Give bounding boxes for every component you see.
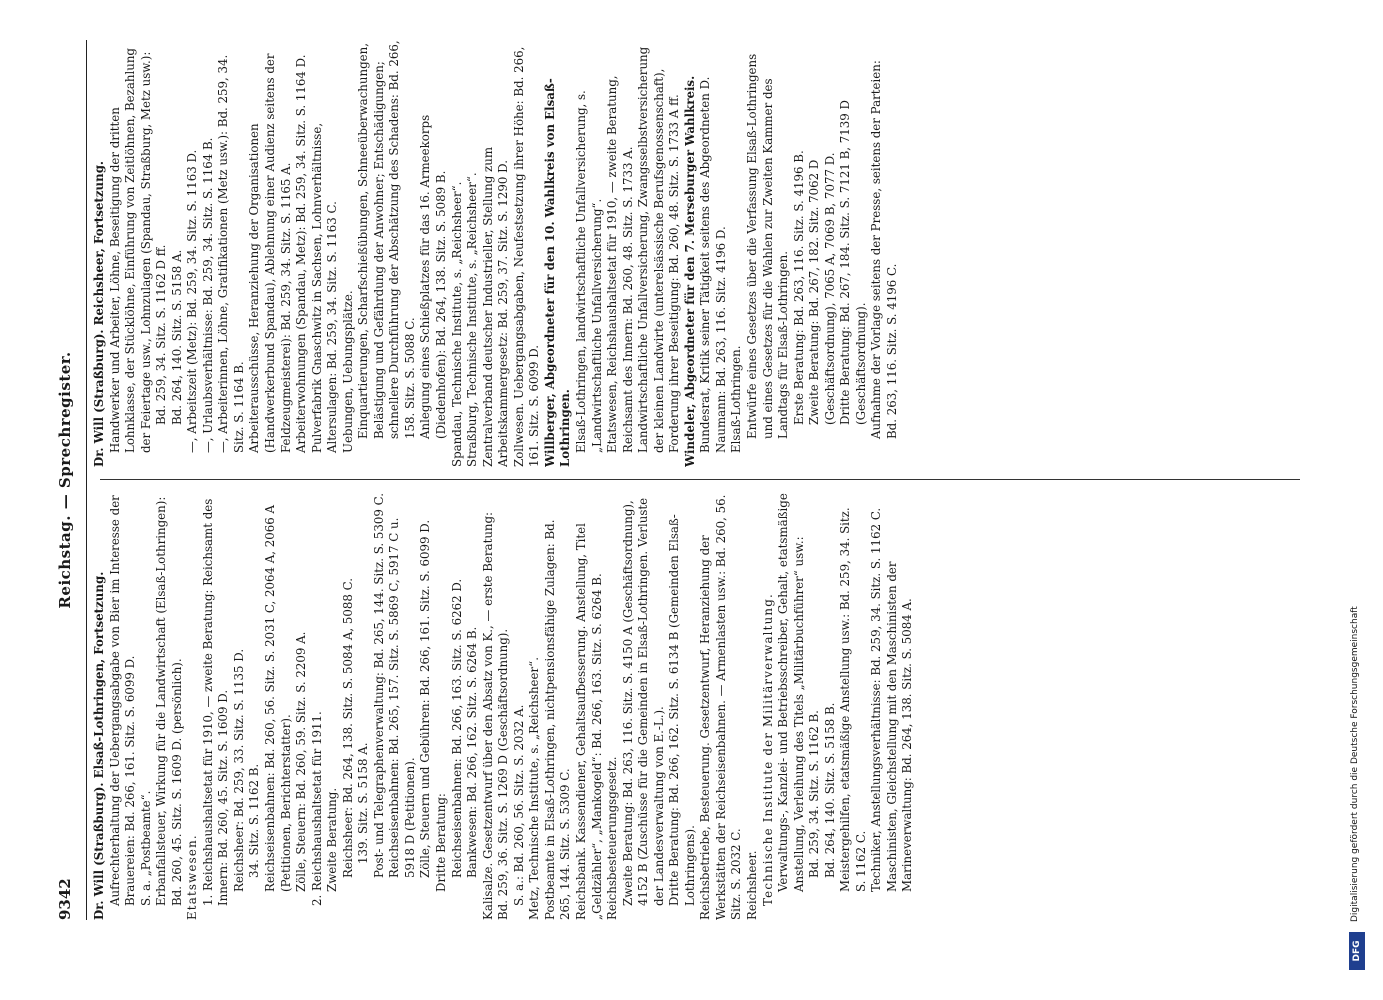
register-entry: Aufnahme der Vorlage seitens der Presse, seitens der Parteien: Bd. 263, 116. Sitz. S. 4196 C.: [869, 60, 899, 439]
register-entry: Techniker, Anstellungsverhältnisse: Bd. 259, 34. Sitz. S. 1162 C.: [869, 507, 884, 892]
register-entry: Spandau, Technische Institute, s. „Reichsheer“.: [449, 181, 464, 467]
page-header: [52, 40, 82, 920]
register-entry: Zollwesen. Uebergangsabgaben, Neufestsetzung ihrer Höhe: Bd. 266, 161. Sitz. S. 6099 D.: [511, 46, 542, 467]
register-entry: Reichsbank. Kassendiener, Gehaltsaufbesserung. Anstellung, Titel „Geldzähler“, „Mankogeld“: Bd. 266, 163. Sitz. S. 6264 B.: [573, 523, 604, 920]
register-entry: Straßburg, Technische Institute, s. „Reichsheer“.: [465, 172, 480, 467]
register-entry: S. a.: Bd. 260, 56. Sitz. S. 2032 A.: [511, 704, 526, 906]
register-entry: S. a. „Postbeamte“.: [138, 790, 153, 906]
register-entry: Elsaß-Lothringen, landwirtschaftliche Unfallversicherung, s. „Landwirtschaftliche Unfallversicherung“.: [573, 90, 604, 453]
register-entry: Reichseisenbahnen: Bd. 266, 163. Sitz. S. 6262 D.: [449, 578, 464, 878]
register-entry: 1. Reichshaushaltsetat für 1910, — zweite Beratung: Reichsamt des Innern: Bd. 260, 45. Sitz. S. 1609 D.: [200, 498, 231, 906]
register-entry: —, Urlaubsverhältnisse: Bd. 259, 34. Sitz. S. 1164 B.: [200, 137, 215, 453]
register-entry: Etatswesen.: [185, 834, 200, 920]
register-entry: Dr. Will (Straßburg). Elsaß-Lothringen, Fortsetzung.: [92, 571, 106, 920]
register-entry: Entwürfe eines Gesetzes über die Verfassung Elsaß-Lothringens und eines Gesetzes für die Wahlen zur Zweiten Kammer des Landtags für Elsaß-Lothringen.: [744, 53, 791, 439]
register-entry: Dr. Will (Straßburg). Reichsheer, Fortsetzung.: [92, 160, 106, 467]
running-title: Reichstag. — Sprechregister.: [56, 351, 74, 609]
register-entry: Bundesrat, Kritik seiner Tätigkeit seitens des Abgeordneten D. Naumann: Bd. 263, 116. Sitz. 4196 D.: [698, 76, 728, 453]
register-entry: Erste Beratung: Bd. 263, 116. Sitz. S. 4196 B.: [791, 150, 806, 425]
register-entry: 34. Sitz. S. 1162 B.: [247, 763, 262, 878]
register-entry: Reichsheer.: [744, 850, 759, 920]
register-entry: Erbanfallsteuer, Wirkung für die Landwirtschaft (Elsaß-Lothringen): Bd. 260, 45. Sitz. S. 1609 D. (persönlich).: [154, 496, 184, 906]
register-entry: Postbeamte in Elsaß-Lothringen, nichtpensionsfähige Zulagen: Bd. 265, 144. Sitz. S. 5309 C.: [542, 519, 573, 920]
register-entry: Meistergehilfen, etatsmäßige Anstellung usw.: Bd. 259, 34. Sitz. S. 1162 C.: [838, 507, 868, 892]
register-entry: Technische Institute der Militärverwaltung.: [760, 593, 775, 906]
register-entry: Kalisalze. Gesetzentwurf über den Absatz von K., — erste Beratung: Bd. 259, 36. Sitz. S. 1269 D (Geschäftsordnung).: [480, 511, 511, 920]
register-entry: —, Arbeitszeit (Metz): Bd. 259, 34. Sitz. S. 1163 D.: [185, 149, 200, 453]
register-entry: Zweite Beratung.: [325, 787, 340, 892]
register-entry: Post- und Telegraphenverwaltung: Bd. 265, 144. Sitz. S. 5309 C.: [371, 493, 386, 878]
register-entry: Dritte Beratung: Bd. 267, 184. Sitz. S. 7121 B, 7139 D (Geschäftsordnung).: [838, 99, 868, 425]
register-entry: Zölle, Steuern und Gebühren: Bd. 266, 161. Sitz. S. 6099 D.: [418, 519, 433, 878]
register-entry: Bankwesen: Bd. 266, 162. Sitz. S. 6264 B.: [465, 626, 480, 878]
register-entry: Metz, Technische Institute, s. „Reichsheer“.: [527, 657, 542, 920]
right-column: [92, 40, 1307, 467]
register-entry: Einquartierungen, Scharfschießübungen, Schneeüberwachungen, Belästigung und Gefährdung der Anwohner; Entschädigungen; schnellere Durchführung der Abschätzung des Schadens: Bd. 266, 158. Sitz. S. 5088 C.: [356, 40, 417, 439]
page-number: 9342: [56, 878, 74, 920]
dfg-logo: DFG: [1349, 932, 1365, 970]
register-entry: Bd. 264, 140. Sitz. S. 5158 A.: [169, 249, 184, 425]
register-entry: Zentralverband deutscher Industrieller, Stellung zum Arbeitskammergesetz: Bd. 259, 37. Sitz. S. 1290 D.: [480, 146, 511, 467]
register-entry: Reichsheer: Bd. 264, 138. Sitz. S. 5084 A, 5088 C.: [340, 578, 355, 878]
column-divider: [100, 479, 1300, 480]
register-entry: Aufrechterhaltung der Uebergangsabgabe von Bier im Interesse der Brauereien: Bd. 266, 161. Sitz. S. 6099 D.: [107, 495, 138, 906]
register-entry: Anlegung eines Schießplatzes für das 16. Armeekorps (Diedenhofen): Bd. 264, 138. Sitz. S. 5089 B.: [418, 114, 449, 439]
register-entry: Windeler, Abgeordneter für den 7. Merseburger Wahlkreis.: [682, 75, 697, 467]
register-entry: Willberger, Abgeordneter für den 10. Wahlkreis von Elsaß-Lothringen.: [542, 78, 573, 467]
register-entry: Bd. 259, 34. Sitz. S. 1162 B.: [807, 710, 822, 878]
scan-margin: [0, 0, 20, 1000]
header-rule: [86, 40, 87, 920]
left-column: [92, 493, 1307, 920]
digitization-footer: [1335, 30, 1375, 970]
register-entry: Reichseisenbahnen: Bd. 260, 56. Sitz. S. 2031 C, 2064 A, 2066 A (Petitionen, Berichterstatter).: [263, 504, 293, 892]
register-entry: Pulverfabrik Gnaschwitz in Sachsen, Lohnverhältnisse, Altersulagen: Bd. 259, 34. Sitz. S. 1163 C.: [309, 122, 340, 453]
register-entry: Reichsbesteuerungsgesetz.: [605, 756, 620, 920]
register-entry: Landwirtschaftliche Unfallversicherung, Zwangsselbstversicherung der kleinen Landwirte (unterelsässische Berufsgenossenschaft), Forderung ihrer Beseitigung: Bd. 260, 48. Sitz. S. 1733 A ff.: [636, 46, 682, 453]
register-entry: Zweite Beratung: Bd. 267, 182. Sitz. 7062 D (Geschäftsordnung), 7065 A, 7069 B, 7077 D.: [807, 152, 837, 425]
register-entry: Handwerker und Arbeiter, Löhne, Beseitigung der dritten Lohnklasse, der Stücklöhne, Einführung von Zeitlöhnen, Bezahlung der Feiertage usw., Lohnzulagen (Spandau, Straßburg, Metz usw.):: [107, 48, 153, 453]
digitization-credit: Digitalisierung gefördert durch die Deutsche Forschungsgemeinschaft: [1350, 606, 1360, 922]
register-entry: 2. Reichshaushaltsetat für 1911.: [309, 711, 324, 906]
register-entry: Etatswesen, Reichshaushaltsetat für 1910, — zweite Beratung, Reichsamt des Innern: Bd. 260, 48. Sitz. S. 1733 A.: [605, 75, 635, 453]
register-entry: Reichsbetriebe, Besteuerung. Gesetzentwurf, Heranziehung der Werkstätten der Reichseisenbahnen. — Armenlasten usw.: Bd. 260, 56. Sitz. S. 2032 C.: [698, 494, 744, 920]
register-entry: Reichsheer: Bd. 259, 33. Sitz. S. 1135 D.: [231, 648, 246, 892]
register-entry: Bd. 264, 140. Sitz. S. 5158 B.: [822, 702, 837, 878]
register-entry: Arbeiterausschüsse, Heranziehung der Organisationen (Handwerkerbund Spandau), Ablehnung einer Audienz seitens der Feldzeugmeisterei): Bd. 259, 34. Sitz. S. 1165 A.: [247, 53, 293, 453]
register-entry: Dritte Beratung:: [434, 793, 449, 892]
register-entry: Zölle, Steuern: Bd. 260, 59. Sitz. S. 2209 A.: [294, 631, 309, 892]
register-entry: Arbeiterwohnungen (Spandau, Metz): Bd. 259, 34. Sitz. S. 1164 D.: [294, 54, 309, 453]
register-entry: Zweite Beratung: Bd. 263, 116. Sitz. S. 4150 A (Geschäftsordnung), 4152 B (Zuschüsse für die Gemeinden in Elsaß-Lothringen. Verluste der Landesverwaltung von E.-L.).: [620, 497, 666, 906]
register-entry: Dritte Beratung: Bd. 266, 162. Sitz. S. 6134 B (Gemeinden Elsaß-Lothringens).: [667, 514, 697, 906]
register-entry: Bd. 259, 34. Sitz. S. 1162 D ff.: [154, 244, 169, 425]
register-entry: Reichseisenbahnen: Bd. 265, 157. Sitz. S. 5869 C, 5917 C u. 5918 D (Petitionen).: [387, 517, 417, 878]
register-entry: Verwaltungs-, Kanzlei- und Betriebsschreiber, Gehalt, etatsmäßige Anstellung, Verleihung des Titels „Militärbuchführer“ usw.:: [776, 493, 806, 892]
register-entry: Maschinisten, Gleichstellung mit den Maschinisten der Marineverwaltung: Bd. 264, 138. Sitz. S. 5084 A.: [884, 561, 915, 892]
register-entry: Elsaß-Lothringen.: [729, 345, 744, 453]
register-entry: —, Arbeiterinnen, Löhne, Gratifikationen (Metz usw.): Bd. 259, 34. Sitz. S. 1164 B.: [216, 54, 246, 453]
register-entry: Uebungen, Uebungsplätze.: [340, 290, 355, 453]
register-entry: 139. Sitz. S. 5158 A.: [356, 742, 371, 864]
